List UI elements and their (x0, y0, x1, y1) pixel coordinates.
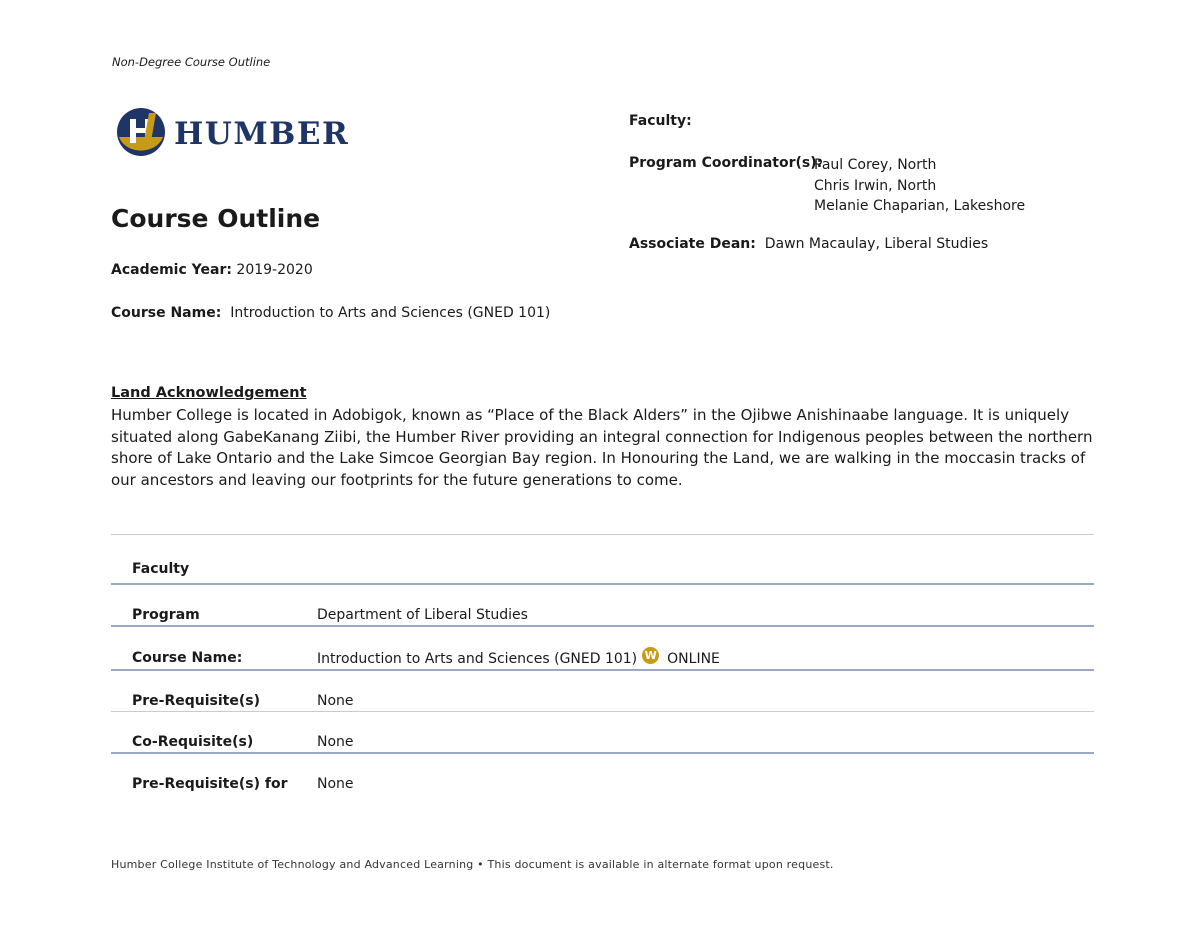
associate-dean-value: Dawn Macaulay, Liberal Studies (764, 236, 989, 252)
academic-year-value: 2019-2020 (236, 262, 313, 278)
table-row-label: Pre-Requisite(s) for (132, 776, 288, 792)
table-row-value: None (317, 776, 354, 792)
row-divider (111, 625, 1094, 627)
academic-year (111, 262, 313, 278)
delivery-mode: ONLINE (667, 650, 720, 667)
land-acknowledgement-body: Humber College is located in Adobigok, known as “Place of the Black Alders” in the Ojibwe Anishinaabe language. It is uniquely situated along GabeKanang Ziibi, the Humber River providing an integral connection for Indigenous peoples between the northern shore of Lake Ontario and the Lake Simcoe Georgian Bay region. In Honouring the Land, we are walking in the moccasin tracks of our ancestors and leaving our footprints for the future generations to come. (111, 406, 1093, 489)
course-name-value: Introduction to Arts and Sciences (GNED 101) (230, 305, 551, 321)
web-course-badge-icon: W (642, 647, 659, 664)
table-row-value-course (317, 650, 720, 667)
row-divider (111, 583, 1094, 585)
page-title: Course Outline (111, 204, 321, 233)
coordinator-name: Paul Corey, North (814, 157, 937, 173)
faculty-field (629, 113, 692, 129)
table-row-value: None (317, 734, 354, 750)
table-row-label: Faculty (132, 561, 190, 577)
table-row-label: Program (132, 607, 200, 623)
coordinator-name: Melanie Chaparian, Lakeshore (814, 198, 1026, 214)
course-name (111, 305, 550, 321)
row-divider (111, 711, 1094, 712)
land-acknowledgement-heading: Land Acknowledgement (111, 385, 307, 401)
divider (111, 534, 1094, 535)
table-row-label: Course Name: (132, 650, 243, 666)
footer-note: Humber College Institute of Technology and Advanced Learning • This document is available in alternate format upon request. (111, 858, 834, 871)
associate-dean-label: Associate Dean: (629, 236, 756, 252)
humber-logo (116, 107, 349, 161)
course-name-text: Introduction to Arts and Sciences (GNED 101) (317, 650, 638, 667)
table-row-value: None (317, 693, 354, 709)
coordinator-name: Chris Irwin, North (814, 177, 937, 194)
row-divider (111, 752, 1094, 754)
table-row-value: Department of Liberal Studies (317, 607, 528, 623)
program-coordinators-label: Program Coordinator(s): (629, 155, 823, 171)
humber-h-emblem-icon (116, 107, 166, 161)
faculty-label: Faculty: (629, 113, 692, 129)
table-row-label: Pre-Requisite(s) (132, 693, 260, 709)
header-note: Non-Degree Course Outline (112, 55, 271, 69)
course-name-label: Course Name: (111, 305, 222, 321)
program-coordinators-list (814, 155, 1025, 217)
humber-wordmark: HUMBER (174, 116, 350, 152)
academic-year-label: Academic Year: (111, 262, 232, 278)
table-row-label: Co-Requisite(s) (132, 734, 254, 750)
row-divider (111, 669, 1094, 671)
associate-dean (629, 236, 988, 252)
